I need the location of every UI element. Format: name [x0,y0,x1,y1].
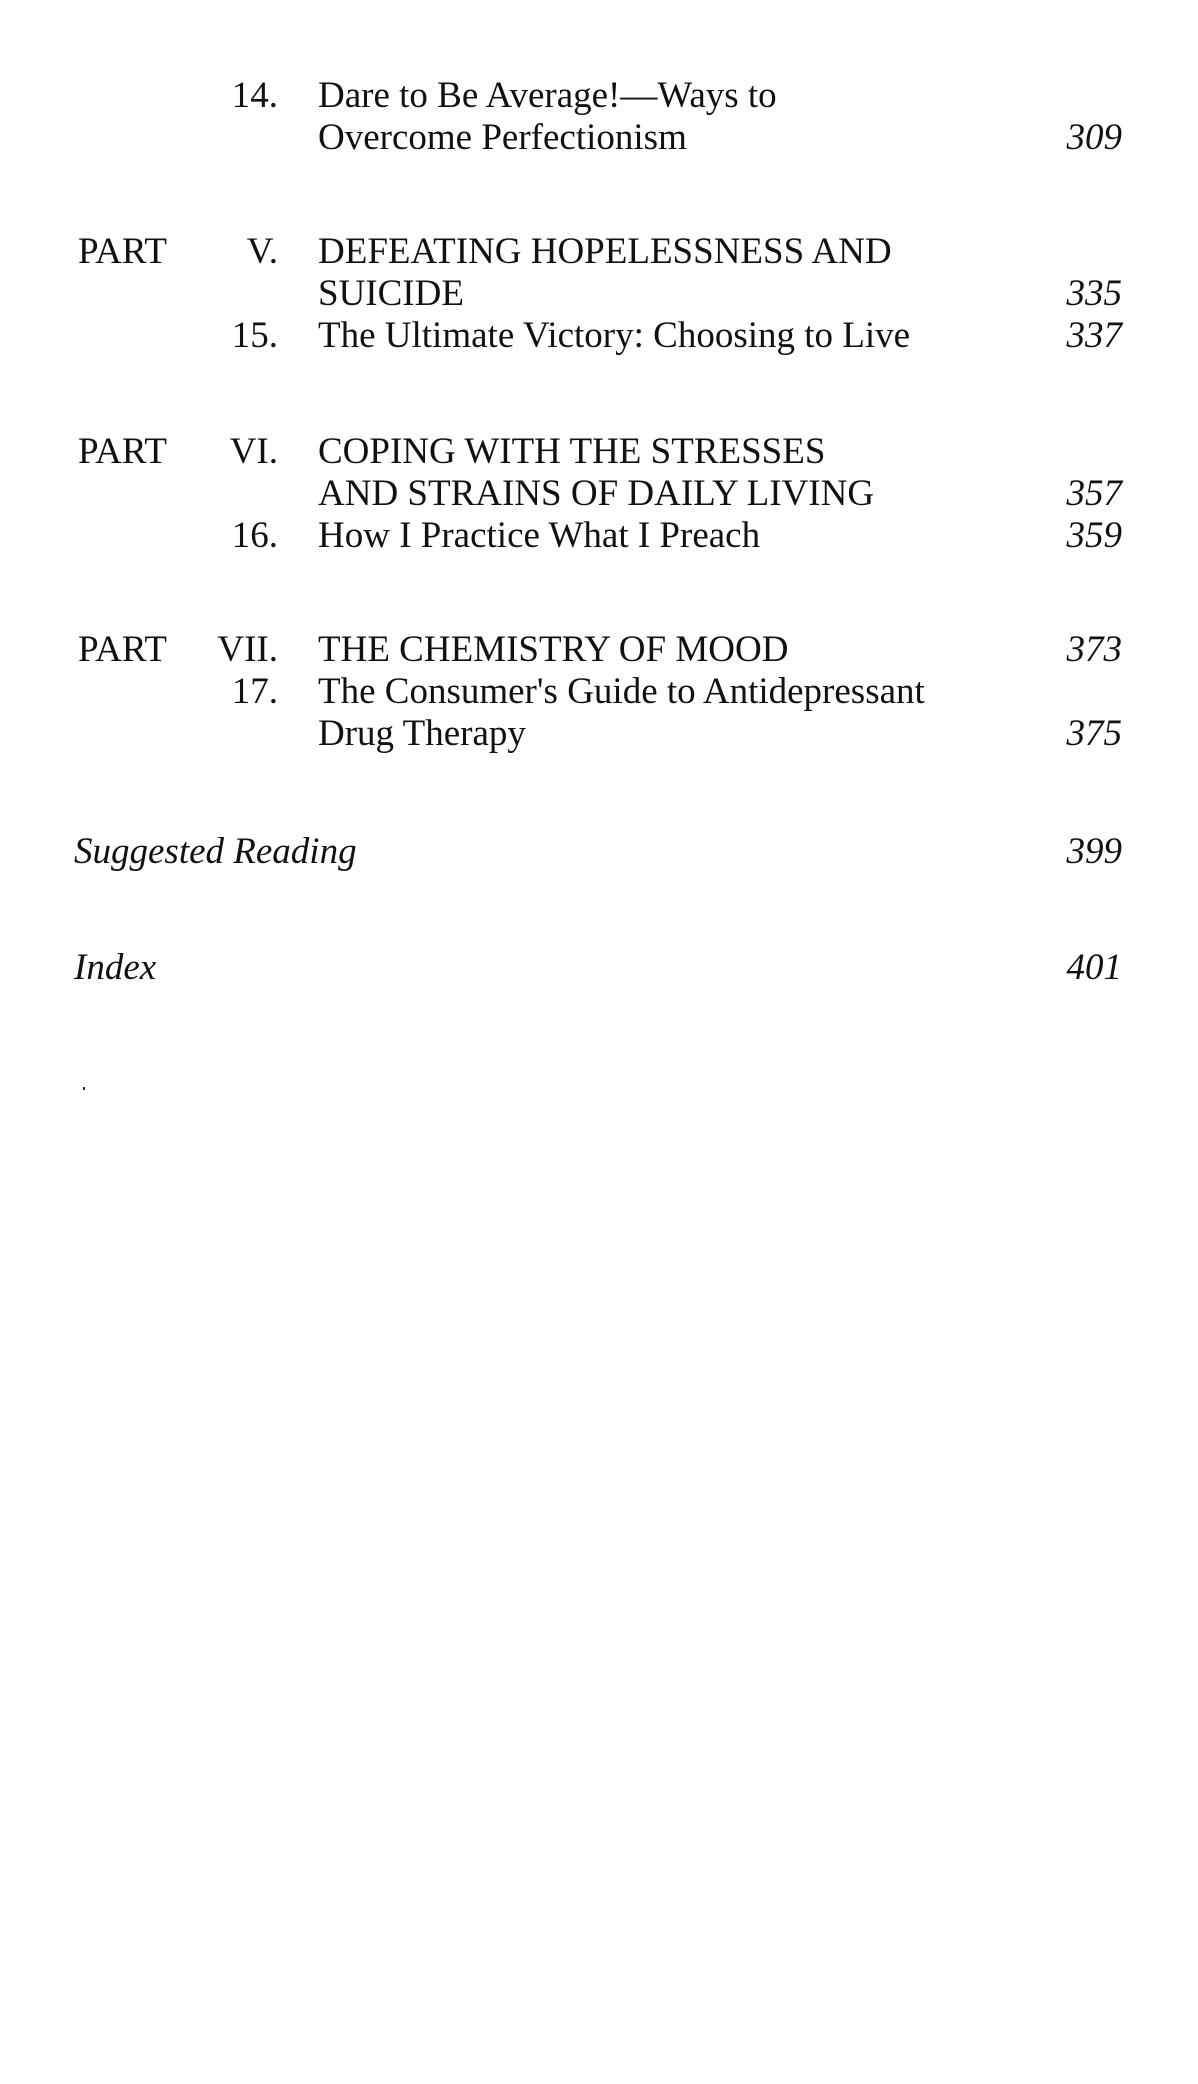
chapter-16-title: How I Practice What I Preach [318,515,761,556]
chapter-16-number: 16. [231,515,278,556]
index-label: Index [74,947,157,988]
chapter-17-title-line-1: The Consumer's Guide to Antidepressant [318,671,925,712]
part-5-title-line-2: SUICIDE [318,273,464,314]
chapter-17-number: 17. [231,671,278,712]
part-7-title: THE CHEMISTRY OF MOOD [318,629,789,670]
chapter-15-title: The Ultimate Victory: Choosing to Live [318,315,911,356]
part-7-label: PART [78,629,167,670]
chapter-15-page: 337 [1066,315,1122,356]
chapter-14-title-line-1: Dare to Be Average!—Ways to [318,75,777,116]
part-5-label: PART [78,231,167,272]
part-6-numeral: VI. [229,431,278,472]
scan-speck [83,1087,85,1090]
chapter-16-page: 359 [1066,515,1122,556]
part-5-title-line-1: DEFEATING HOPELESSNESS AND [318,231,892,272]
part-6-title-line-1: COPING WITH THE STRESSES [318,431,826,472]
suggested-reading-label: Suggested Reading [74,831,357,872]
chapter-17-page: 375 [1066,713,1122,754]
chapter-14-title-line-2: Overcome Perfectionism [318,117,687,158]
chapter-17-title-line-2: Drug Therapy [318,713,526,754]
part-5-page: 335 [1066,273,1122,314]
part-6-page: 357 [1066,473,1122,514]
index-page: 401 [1066,947,1122,988]
part-7-numeral: VII. [217,629,278,670]
part-7-page: 373 [1066,629,1122,670]
suggested-reading-page: 399 [1066,831,1122,872]
part-5-numeral: V. [246,231,278,272]
part-6-label: PART [78,431,167,472]
chapter-14-page: 309 [1066,117,1122,158]
chapter-14-number: 14. [231,75,278,116]
part-6-title-line-2: AND STRAINS OF DAILY LIVING [318,473,875,514]
chapter-15-number: 15. [231,315,278,356]
